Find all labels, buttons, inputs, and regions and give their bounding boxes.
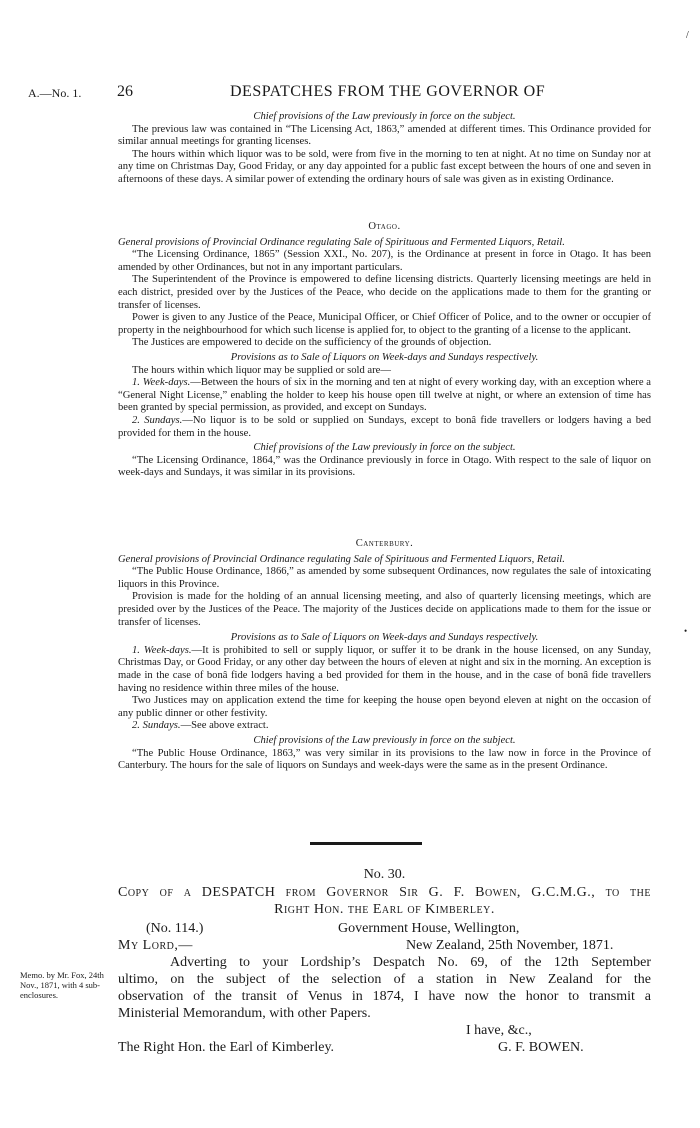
page-reference: A.—No. 1. [28,86,82,100]
sundays-paragraph [118,415,651,440]
despatch-text-line: ultimo, on the subject of the selection of a station in New Zealand for the [118,972,651,987]
paragraph: “The Public House Ordinance, 1863,” was very similar in its provisions to the law now in force in the Province of Canterbury. The hours for the sale of liquors on Sundays and week-days were the same as in the present Ordinance. [118,747,651,772]
paragraph: The Justices are empowered to decide on the sufficiency of the grounds of objection. [132,337,492,349]
weekdays-text: —It is prohibited to sell or supply liquor, or suffer it to be drank in the house licensed, on any Sunday, Christmas Day, or Good Friday, or any other day between the hours of eleven at night and six in the morning. An exception is made in the case of bonâ fide lodgers having a bed provided for them in the house, and in the case of bonâ fide travellers having no residence within three miles of the house. [118,644,651,694]
section-canterbury [118,538,651,773]
section-heading: Chief provisions of the Law previously in force on the subject. [253,111,516,122]
despatch-text-line: observation of the transit of Venus in 1874, I have now the honor to transmit a [118,989,651,1004]
despatch-signature-row [118,1039,651,1056]
page-number: 26 [117,83,133,100]
paragraph: The previous law was contained in “The Licensing Act, 1863,” amended at different times. This Ordinance provided for similar annual meetings for granting licenses. [118,123,651,148]
sundays-label: 2. Sundays. [132,720,181,732]
general-provisions-heading: General provisions of Provincial Ordinance regulating Sale of Spirituous and Fermented Liquors, Retail. [118,236,565,248]
paragraph: Power is given to any Justice of the Peace, Municipal Officer, or Chief Officer of Police, and to the owner or occupier of property in the neighbourhood for which such license is applied for, to object to the granting of a license to the applicant. [118,312,651,336]
weekdays-paragraph [118,645,651,695]
weekdays-paragraph [118,377,651,415]
paragraph: Two Justices may on application extend the time for keeping the house open beyond eleven at night on the occasion of any public dinner or other festivity. [118,695,651,719]
sundays-text: —See above extract. [180,720,269,732]
weekdays-label: 1. Week-days. [132,377,191,389]
despatch-text-line: Ministerial Memorandum, with other Papers. [118,1006,371,1021]
chief-provisions-heading: Chief provisions of the Law previously in force on the subject. [253,734,516,746]
despatch-header-row [118,920,651,937]
weekdays-text: —Between the hours of six in the morning and ten at night of every working day, with an exception where a “General Night License,” enabling the holder to keep his house open till twelve at night, or where an extension of time has been granted by special permission, as provided, and except on Sundays. [118,377,651,414]
despatch-salutation: My Lord,— [118,938,193,953]
paragraph: “The Public House Ordinance, 1866,” as amended by some subsequent Ordinances, now regulates the sale of intoxicating liquors in this Province. [118,566,651,590]
despatch-reference: (No. 114.) [146,921,204,936]
chief-provisions-heading: Chief provisions of the Law previously in force on the subject. [253,442,516,454]
paragraph: The hours within which liquor was to be sold, were from five in the morning to ten at night. At no time on Sunday nor at any time on Christmas Day, Good Friday, or any day appointed for a public fast except between the hours of one and seven in afternoons of these days. A similar power of extending the ordinary hours of sale was given as in existing Ordinance. [118,148,651,185]
section-divider [310,842,422,845]
sundays-label: 2. Sundays. [132,414,183,426]
paragraph: “The Licensing Ordinance, 1864,” was the Ordinance previously in force in Otago. With respect to the sale of liquor on week-days and Sundays, it was similar in its provisions. [118,454,651,479]
paragraph: Provision is made for the holding of an annual licensing meeting, and also of quarterly licensing meetings, which are presided over by the Justices of the Peace. The majority of the Justices decide on applications made to them for the issue or transfer of licenses. [118,591,651,628]
general-provisions-heading: General provisions of Provincial Ordinance regulating Sale of Spirituous and Fermented Liquors, Retail. [118,553,565,565]
province-title: Canterbury. [355,538,414,549]
sundays-text: —No liquor is to be sold or supplied on Sundays, except to bonâ fide travellers or lodgers having a bed provided for them in the house. [118,414,651,439]
despatch-header-row [118,937,651,954]
despatch-number: No. 30. [363,867,406,882]
section-previous-law [118,111,651,187]
sale-provisions-heading: Provisions as to Sale of Liquors on Week-days and Sundays respectively. [230,632,539,644]
paragraph: The Superintendent of the Province is empowered to define licensing districts. Quarterly licensing meetings are held in each district, presided over by the Justices of the Peace, who decide on the applications made to them for the granting or transfer of licenses. [118,274,651,311]
sundays-paragraph [118,720,651,733]
despatch-title-line: Copy of a DESPATCH from Governor Sir G. F. Bowen, G.C.M.G., to the [118,885,651,900]
side-mark: • [684,626,688,636]
despatch-title [118,884,651,918]
despatch-closing: I have, &c., [466,1023,532,1038]
page-title: DESPATCHES FROM THE GOVERNOR OF [230,83,546,100]
despatch-signature: G. F. BOWEN. [498,1040,584,1055]
despatch-closing-row [118,1022,651,1039]
despatch-body [118,920,651,1056]
margin-note: Memo. by Mr. Fox, 24th Nov., 1871, with 4 sub-enclosures. [20,970,104,1000]
paragraph: “The Licensing Ordinance, 1865” (Session XXI., No. 207), is the Ordinance at present in force in Otago. It has been amended by other Ordinances, but not in any important particulars. [118,249,651,273]
paragraph: The hours within which liquor may be supplied or sold are— [132,364,391,376]
despatch-addressee: The Right Hon. the Earl of Kimberley. [118,1040,335,1055]
corner-mark: / [686,30,689,41]
despatch-title-line: Right Hon. the Earl of Kimberley. [274,902,495,917]
despatch-date: New Zealand, 25th November, 1871. [406,938,614,953]
sale-provisions-heading: Provisions as to Sale of Liquors on Week-days and Sundays respectively. [230,351,539,363]
province-title: Otago. [368,221,401,232]
weekdays-label: 1. Week-days. [132,644,192,656]
despatch-address: Government House, Wellington, [338,921,520,936]
despatch-text-line: Adverting to your Lordship’s Despatch No. 69, of the 12th September [170,955,651,970]
section-otago [118,221,651,480]
